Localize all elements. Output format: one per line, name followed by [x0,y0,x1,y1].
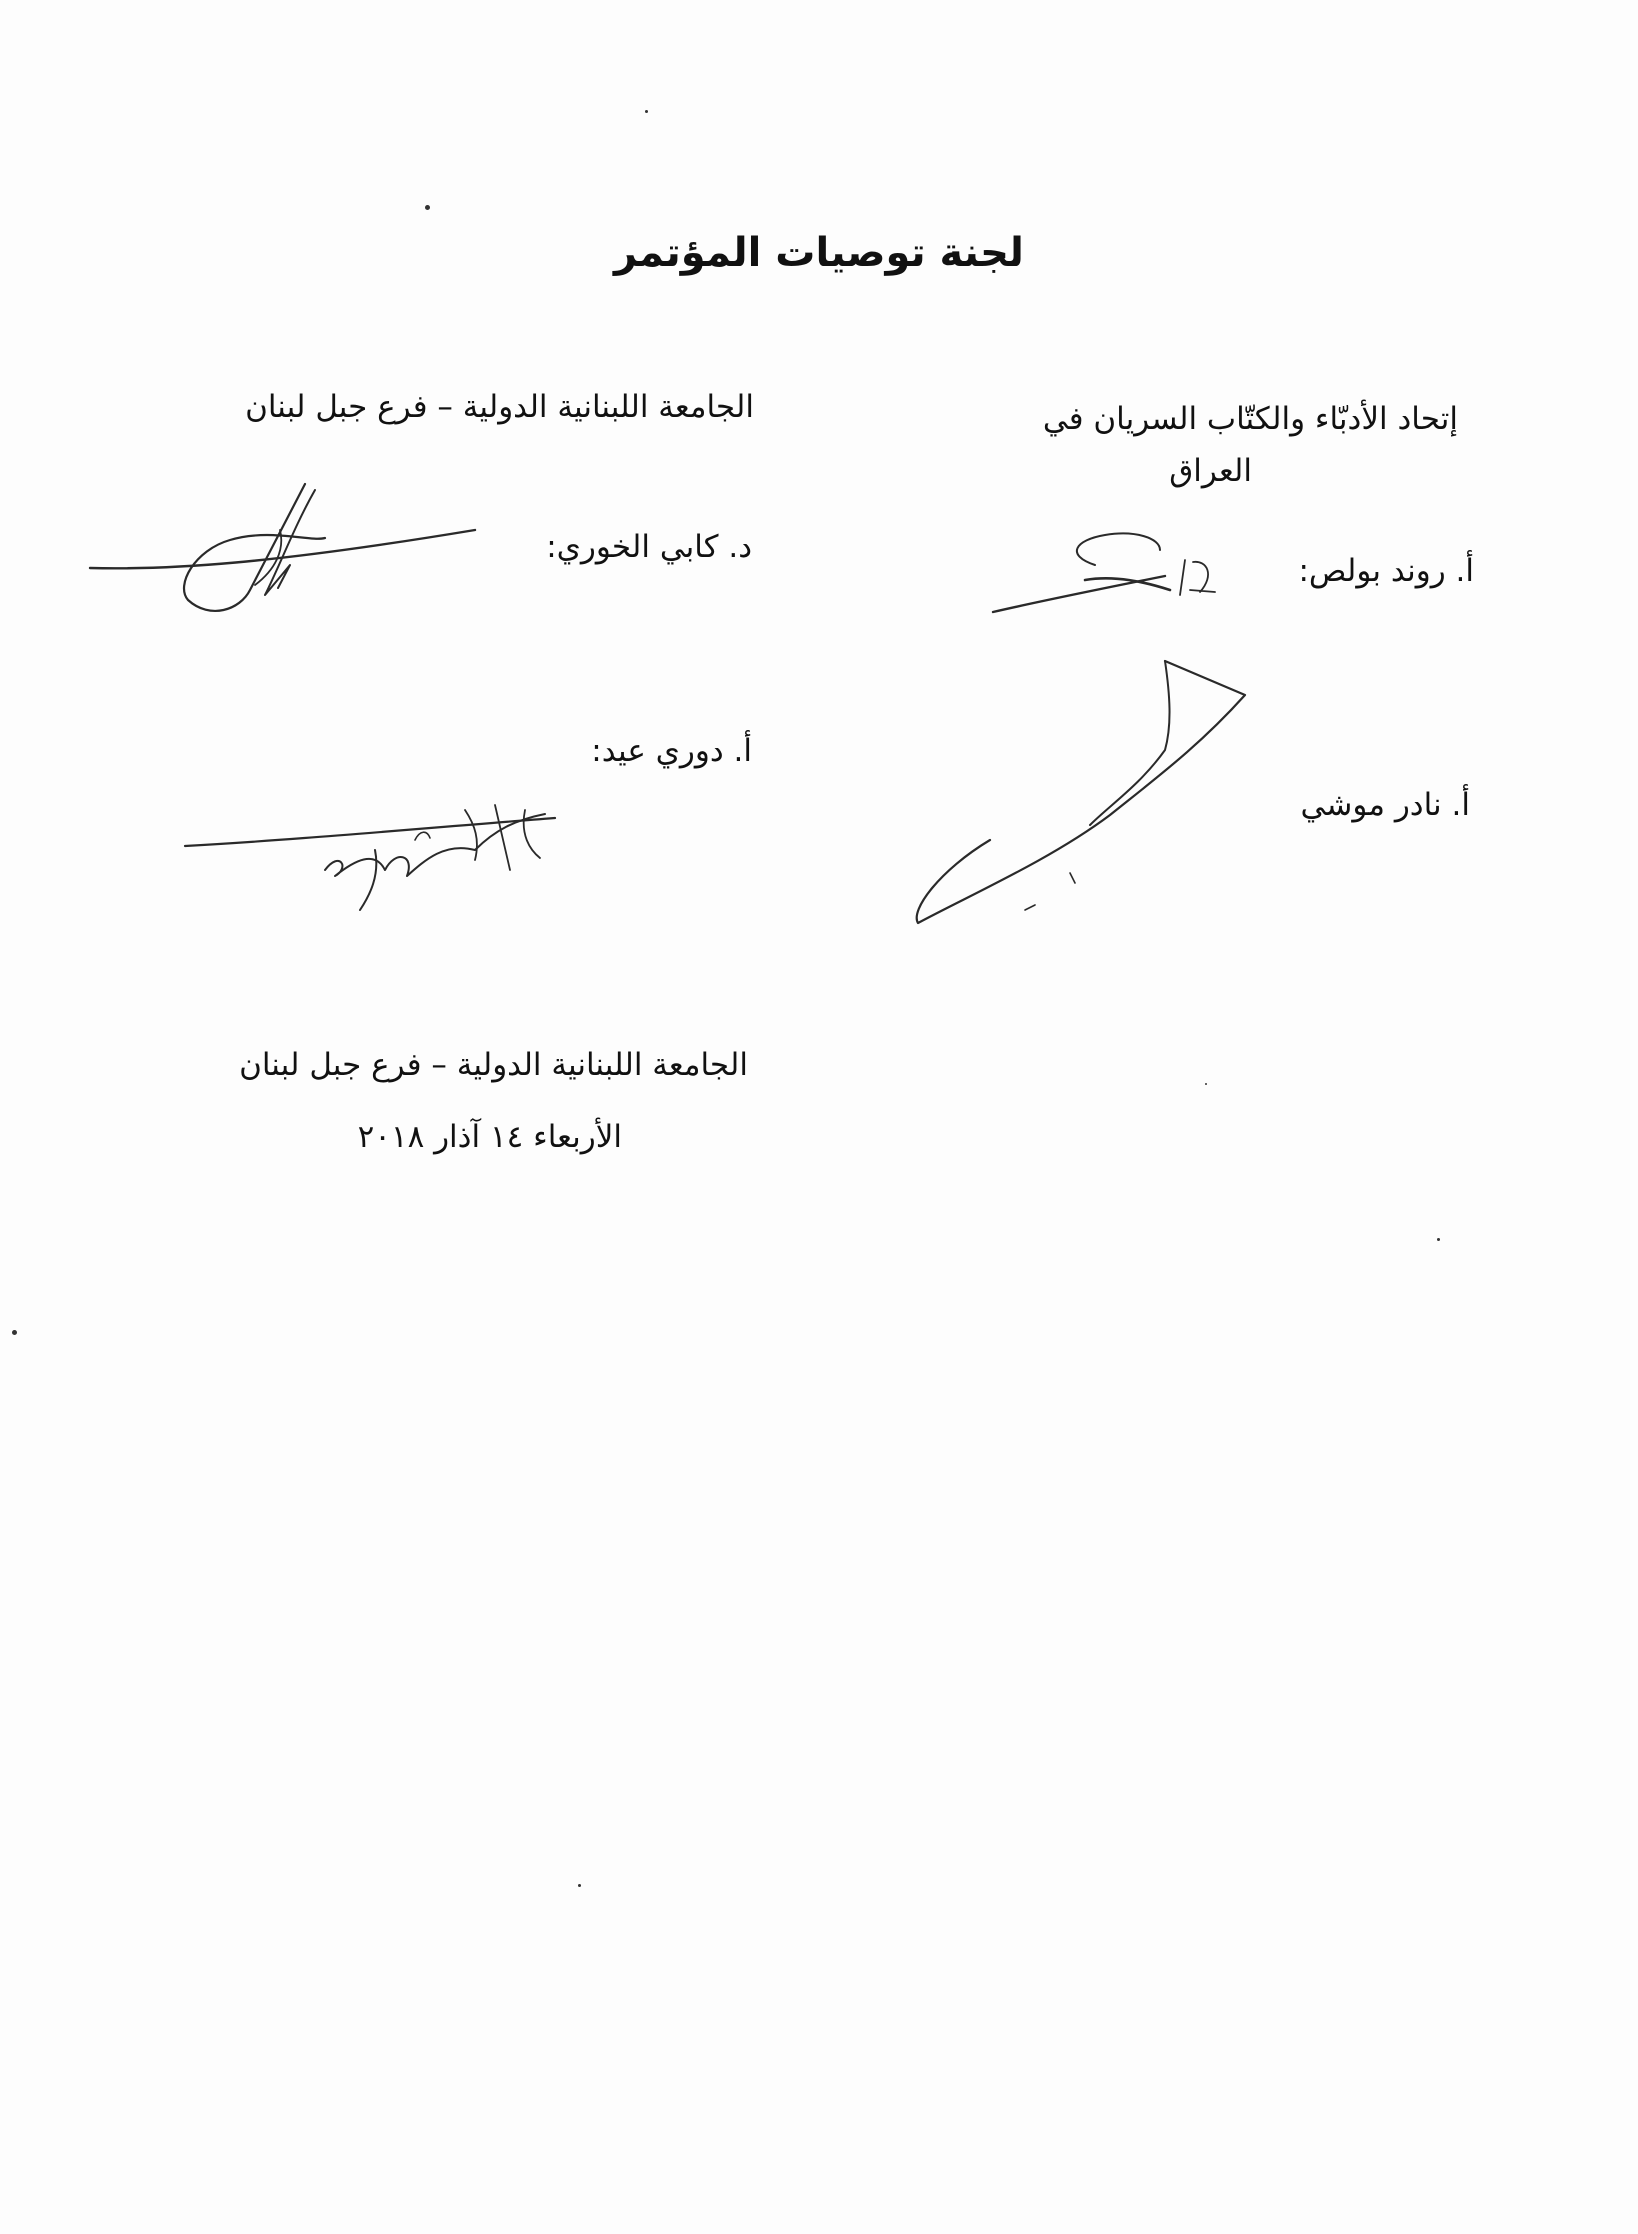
footer-date: الأربعاء ١٤ آذار ٢٠١٨ [357,1119,622,1155]
left-institution: الجامعة اللبنانية الدولية – فرع جبل لبنان [245,389,754,425]
colon-mark: : [591,733,602,769]
scan-speck [1205,1083,1207,1085]
signature-4 [900,655,1260,935]
scan-speck [645,110,648,113]
colon-mark: : [546,529,557,565]
signature-2 [175,780,575,920]
signatory-name-3: أ. روند بولص: [1298,553,1474,589]
scan-speck [425,205,430,210]
colon-mark: : [1298,553,1309,589]
signature-3 [985,520,1245,620]
signatory-name-1: د. كابي الخوري: [546,529,752,565]
page-title: لجنة توصيات المؤتمر [614,230,1024,276]
scan-speck [578,1884,581,1887]
right-institution-line-1: إتحاد الأدبّاء والكتّاب السريان في [1042,401,1458,437]
scan-speck [12,1330,17,1335]
scan-speck [1437,1238,1440,1241]
signatory-name-4: أ. نادر موشي [1300,787,1470,823]
right-institution-line-2: العراق [1169,453,1252,489]
footer-place: الجامعة اللبنانية الدولية – فرع جبل لبنان [239,1047,748,1083]
signatory-name-2: أ. دوري عيد: [591,733,752,769]
signature-1 [80,470,500,630]
